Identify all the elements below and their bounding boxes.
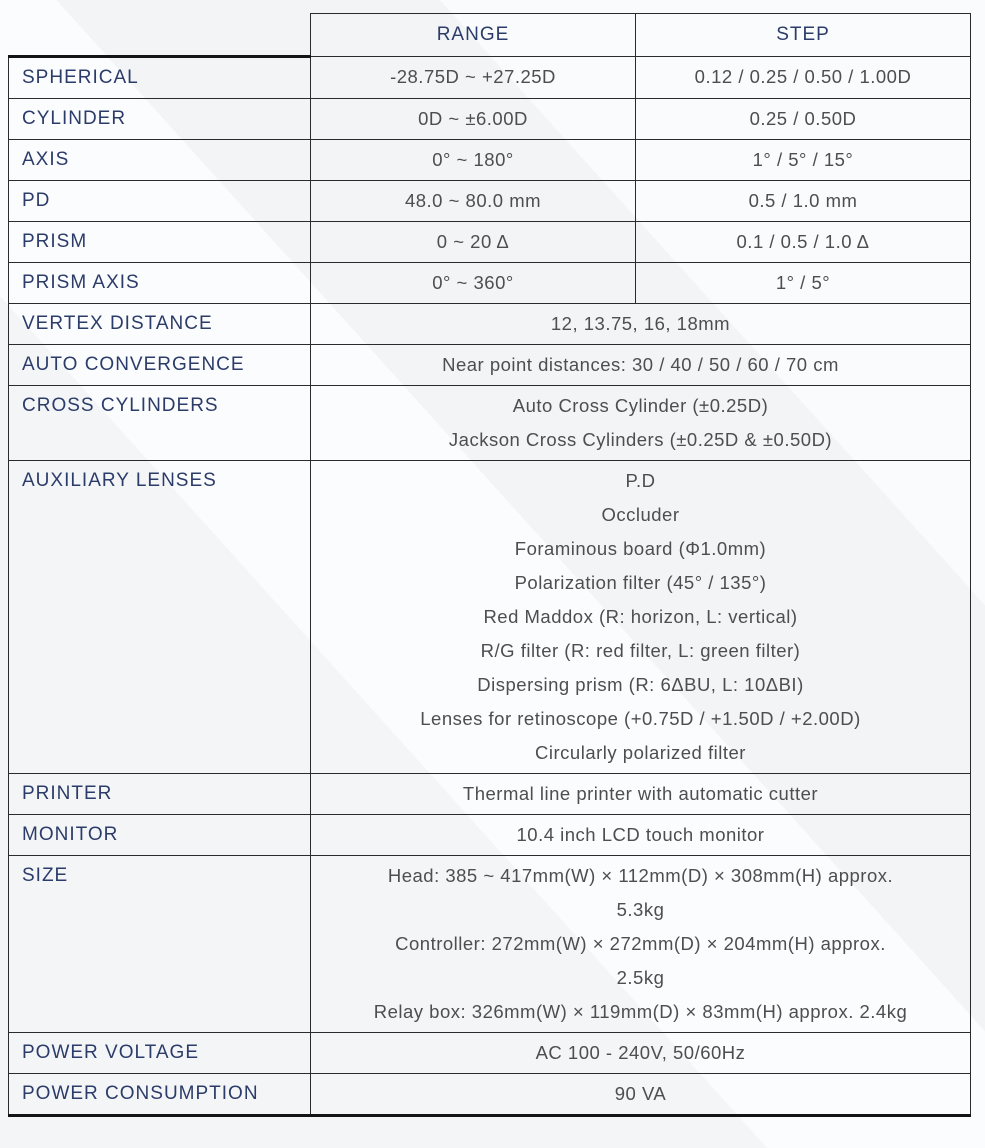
value-line: Jackson Cross Cylinders (±0.25D & ±0.50D) <box>448 429 833 450</box>
table-row <box>9 345 971 386</box>
row-label: VERTEX DISTANCE <box>9 304 311 345</box>
row-step-value: 0.12 / 0.25 / 0.50 / 1.00D <box>636 57 971 99</box>
row-label: POWER CONSUMPTION <box>9 1074 311 1116</box>
table-row <box>9 181 971 222</box>
table-row <box>9 1033 971 1074</box>
header-row <box>9 14 971 57</box>
table-row <box>9 304 971 345</box>
row-range-value: 0° ~ 180° <box>311 140 636 181</box>
value-line: Red Maddox (R: horizon, L: vertical) <box>483 606 798 627</box>
row-step-value: 0.25 / 0.50D <box>636 99 971 140</box>
row-label: PD <box>9 181 311 222</box>
row-label: AUTO CONVERGENCE <box>9 345 311 386</box>
row-label: PRINTER <box>9 774 311 815</box>
row-value <box>311 1033 971 1074</box>
row-label: MONITOR <box>9 815 311 856</box>
row-value <box>311 815 971 856</box>
table-row <box>9 263 971 304</box>
value-line: Foraminous board (Φ1.0mm) <box>514 538 767 559</box>
row-value <box>311 856 971 1033</box>
value-line: 5.3kg <box>616 899 665 920</box>
spec-table-body <box>9 57 971 1116</box>
value-line: 2.5kg <box>616 967 665 988</box>
row-label: PRISM <box>9 222 311 263</box>
value-line: Relay box: 326mm(W) × 119mm(D) × 83mm(H) approx. 2.4kg <box>373 1001 908 1022</box>
row-value <box>311 774 971 815</box>
table-row <box>9 856 971 1033</box>
row-step-value: 0.1 / 0.5 / 1.0 Δ <box>636 222 971 263</box>
row-label: PRISM AXIS <box>9 263 311 304</box>
value-line: AC 100 - 240V, 50/60Hz <box>535 1042 746 1063</box>
row-step-value: 1° / 5° / 15° <box>636 140 971 181</box>
table-row <box>9 461 971 774</box>
row-label: AXIS <box>9 140 311 181</box>
row-value <box>311 345 971 386</box>
table-row <box>9 815 971 856</box>
value-line: Controller: 272mm(W) × 272mm(D) × 204mm(H) approx. <box>395 933 886 954</box>
row-label: CROSS CYLINDERS <box>9 386 311 461</box>
value-line: Polarization filter (45° / 135°) <box>514 572 767 593</box>
value-line: Head: 385 ~ 417mm(W) × 112mm(D) × 308mm(H) approx. <box>387 865 894 886</box>
table-row <box>9 774 971 815</box>
row-range-value: 0 ~ 20 Δ <box>311 222 636 263</box>
row-range-value: 48.0 ~ 80.0 mm <box>311 181 636 222</box>
row-value <box>311 386 971 461</box>
column-header-range: RANGE <box>311 14 636 57</box>
column-header-step: STEP <box>636 14 971 57</box>
value-line: Thermal line printer with automatic cutter <box>462 783 819 804</box>
value-line: Occluder <box>601 504 680 525</box>
table-row <box>9 386 971 461</box>
value-line: 12, 13.75, 16, 18mm <box>550 313 731 334</box>
table-row <box>9 222 971 263</box>
row-label: AUXILIARY LENSES <box>9 461 311 774</box>
row-step-value: 0.5 / 1.0 mm <box>636 181 971 222</box>
value-line: Dispersing prism (R: 6ΔBU, L: 10ΔBI) <box>477 674 804 695</box>
row-label: CYLINDER <box>9 99 311 140</box>
value-line: Circularly polarized filter <box>535 742 746 763</box>
value-line: 10.4 inch LCD touch monitor <box>516 824 765 845</box>
row-value <box>311 304 971 345</box>
row-label: POWER VOLTAGE <box>9 1033 311 1074</box>
row-range-value: 0D ~ ±6.00D <box>311 99 636 140</box>
table-row <box>9 57 971 99</box>
table-row <box>9 99 971 140</box>
table-row <box>9 1074 971 1116</box>
value-line: R/G filter (R: red filter, L: green filter) <box>480 640 801 661</box>
value-line: Near point distances: 30 / 40 / 50 / 60 / 70 cm <box>442 354 839 375</box>
row-range-value: -28.75D ~ +27.25D <box>311 57 636 99</box>
row-value <box>311 1074 971 1116</box>
row-step-value: 1° / 5° <box>636 263 971 304</box>
row-range-value: 0° ~ 360° <box>311 263 636 304</box>
row-label: SIZE <box>9 856 311 1033</box>
table-row <box>9 140 971 181</box>
value-line: Lenses for retinoscope (+0.75D / +1.50D / +2.00D) <box>420 708 861 729</box>
row-value <box>311 461 971 774</box>
row-label: SPHERICAL <box>9 57 311 99</box>
spec-table <box>8 13 971 1117</box>
value-line: P.D <box>625 470 656 491</box>
corner-empty-cell <box>9 14 311 57</box>
value-line: Auto Cross Cylinder (±0.25D) <box>512 395 769 416</box>
value-line: 90 VA <box>614 1083 667 1104</box>
